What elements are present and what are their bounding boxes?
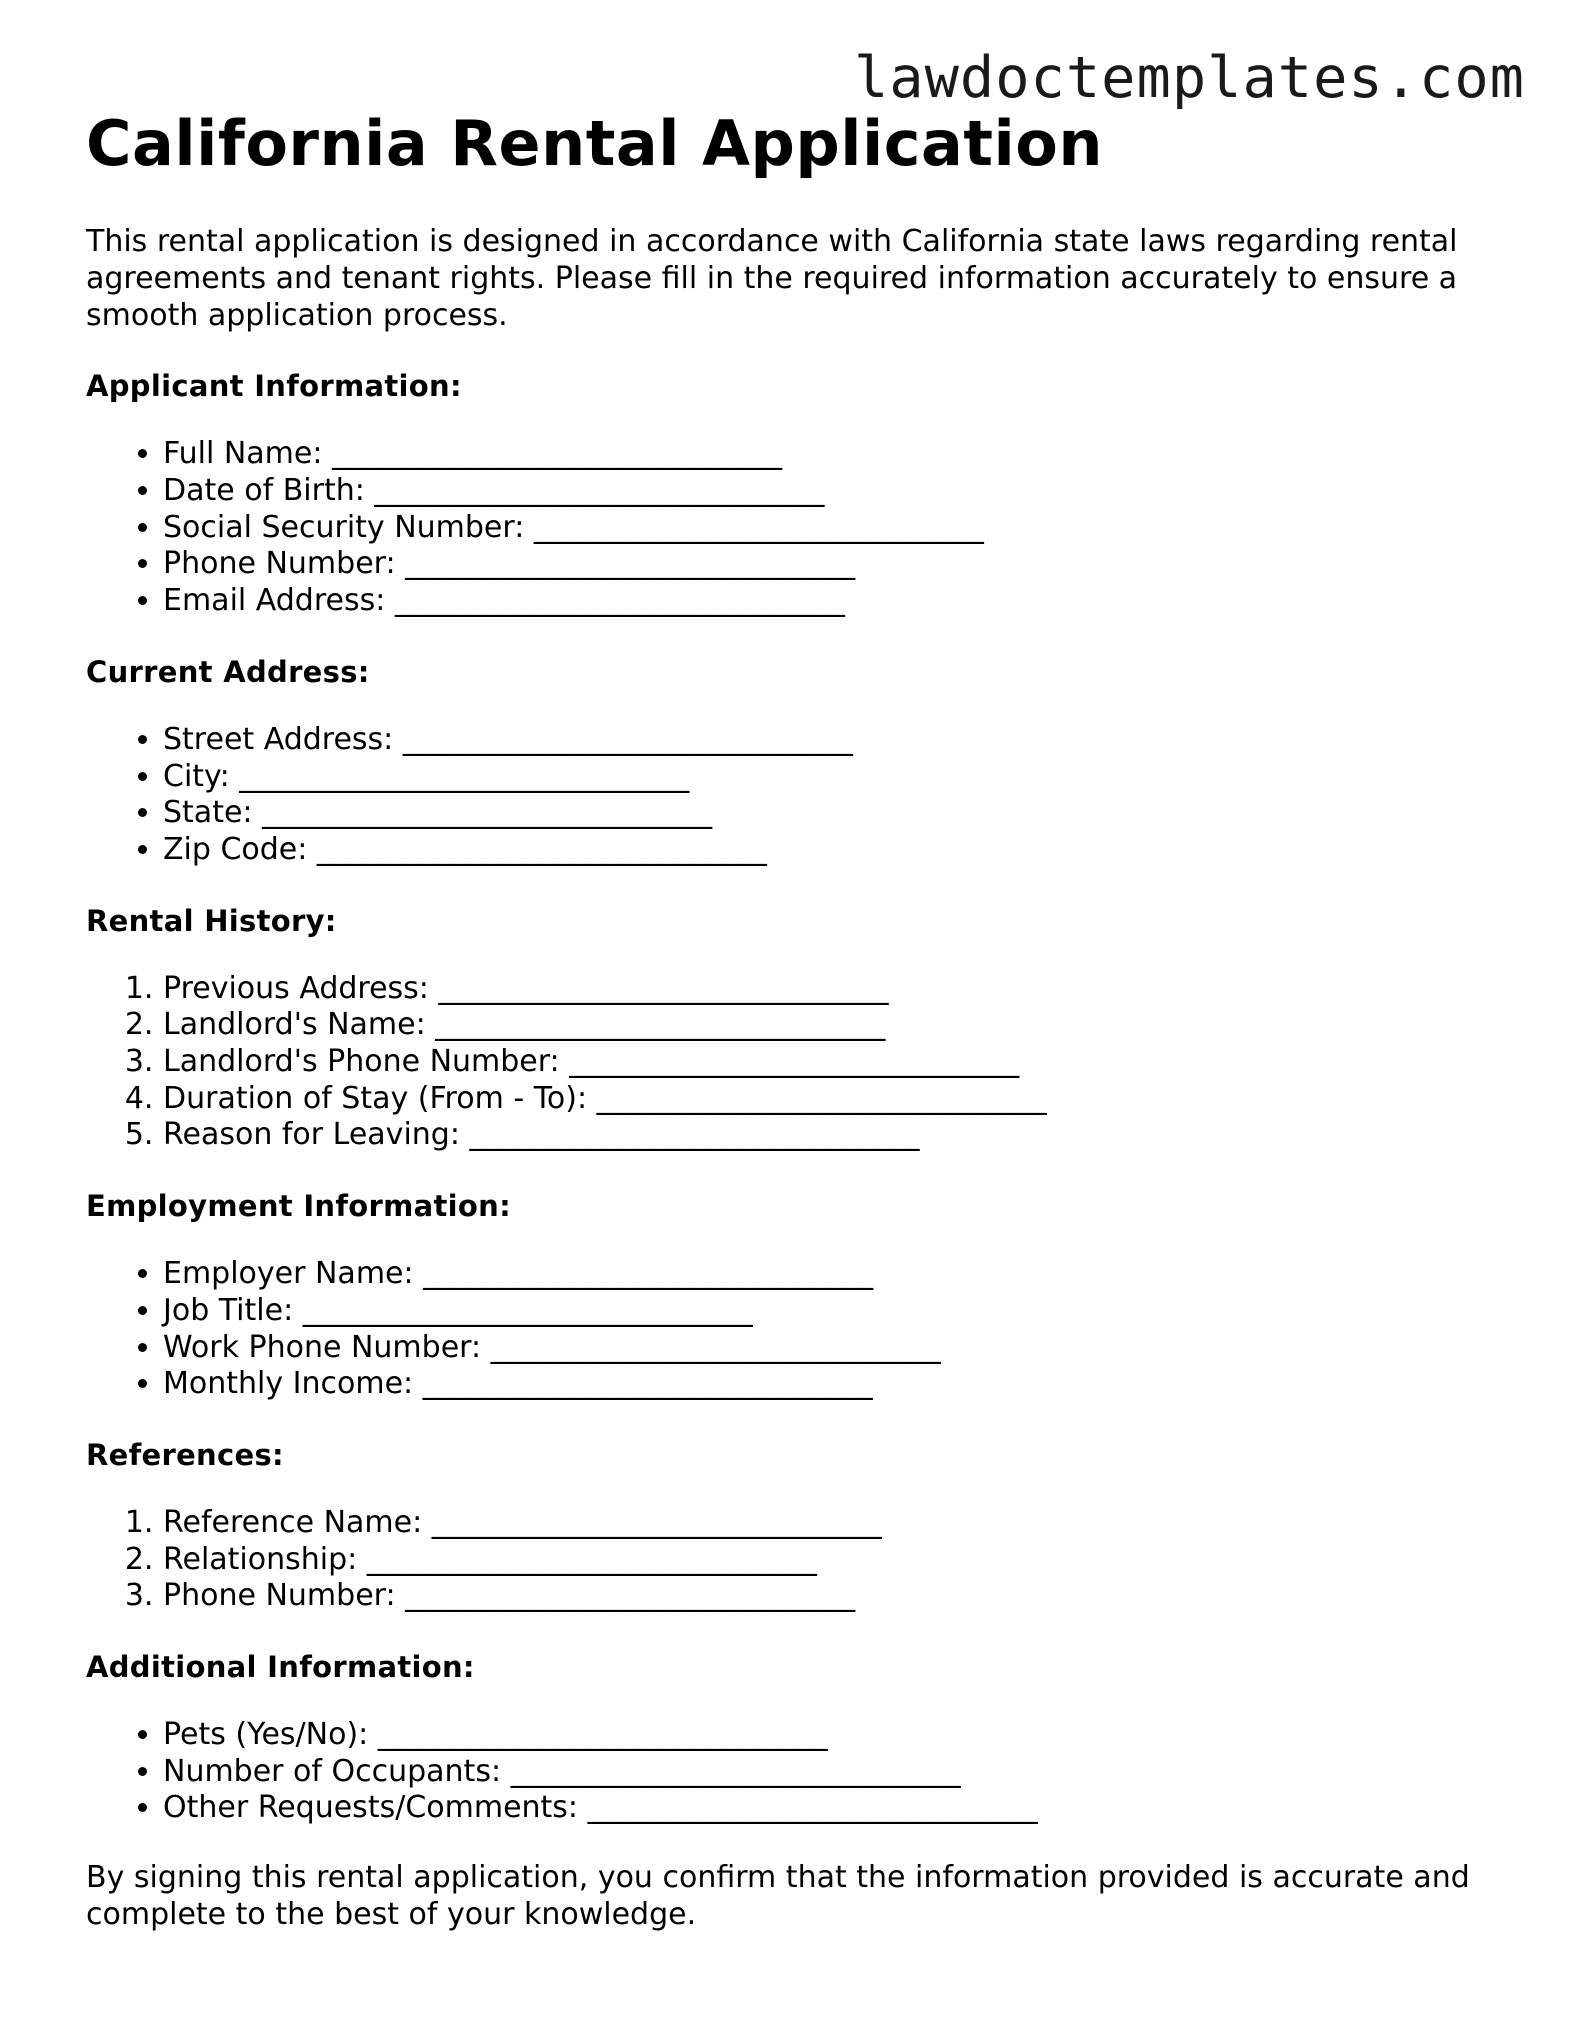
list-item xyxy=(163,436,1506,473)
field-label: City: xyxy=(163,758,230,794)
fill-in-blank[interactable]: ______________________________ xyxy=(569,1044,1020,1080)
fill-in-blank[interactable]: ______________________________ xyxy=(438,970,889,1006)
fill-in-blank[interactable]: ______________________________ xyxy=(262,795,713,831)
field-label: Reference Name: xyxy=(163,1504,423,1540)
fill-in-blank[interactable]: ______________________________ xyxy=(587,1790,1038,1826)
page-title: California Rental Application xyxy=(86,107,1104,180)
list-item xyxy=(163,1366,1506,1403)
fill-in-blank[interactable]: ______________________________ xyxy=(490,1329,941,1365)
list-item xyxy=(163,722,1506,759)
field-label: Number of Occupants: xyxy=(163,1753,502,1789)
list-item xyxy=(163,1717,1506,1754)
list-item xyxy=(163,1754,1506,1791)
field-label: Date of Birth: xyxy=(163,473,365,508)
fill-in-blank[interactable]: ______________________________ xyxy=(510,1753,961,1789)
list-item xyxy=(163,510,1506,547)
list-item xyxy=(163,1007,1506,1044)
list-item xyxy=(163,832,1506,869)
fill-in-blank[interactable]: ______________________________ xyxy=(435,1007,886,1043)
field-label: Employer Name: xyxy=(163,1256,414,1292)
document-body xyxy=(86,108,1506,1933)
list-item xyxy=(163,1505,1506,1542)
field-label: Monthly Income: xyxy=(163,1366,414,1402)
field-label: Street Address: xyxy=(163,721,394,757)
fill-in-blank[interactable]: ______________________________ xyxy=(431,1504,882,1540)
intro-paragraph: This rental application is designed in accordance with California state laws regarding rental agreements and tenant rights. Please fill in the required information accurately to ensure a smooth application process. xyxy=(86,224,1458,334)
applicant-field-list xyxy=(86,436,1506,620)
field-label: Social Security Number: xyxy=(163,509,525,545)
list-item xyxy=(163,971,1506,1008)
field-label: Zip Code: xyxy=(163,831,308,867)
field-label: Reason for Leaving: xyxy=(163,1117,460,1153)
fill-in-blank[interactable]: ______________________________ xyxy=(533,509,984,545)
list-item xyxy=(163,473,1506,510)
fill-in-blank[interactable]: ______________________________ xyxy=(374,473,825,508)
field-label: Phone Number: xyxy=(163,546,396,582)
list-item xyxy=(163,1330,1506,1367)
fill-in-blank[interactable]: ______________________________ xyxy=(405,546,856,582)
list-item xyxy=(163,583,1506,620)
section-heading-employment: Employment Information: xyxy=(86,1189,511,1224)
field-label: Landlord's Name: xyxy=(163,1007,426,1043)
field-label: Landlord's Phone Number: xyxy=(163,1044,560,1080)
section-heading-references: References: xyxy=(86,1437,284,1472)
field-label: State: xyxy=(163,795,253,831)
additional-field-list xyxy=(86,1717,1506,1827)
field-label: Relationship: xyxy=(163,1541,358,1577)
field-label: Pets (Yes/No): xyxy=(163,1717,369,1753)
list-item xyxy=(163,1081,1506,1118)
fill-in-blank[interactable]: ______________________________ xyxy=(596,1080,1047,1116)
section-heading-additional: Additional Information: xyxy=(86,1650,475,1685)
fill-in-blank[interactable]: ______________________________ xyxy=(316,831,767,867)
list-item xyxy=(163,1293,1506,1330)
closing-paragraph: By signing this rental application, you confirm that the information provided is accurate and complete to the best of your knowledge. xyxy=(86,1860,1470,1933)
fill-in-blank[interactable]: ______________________________ xyxy=(405,1578,856,1614)
fill-in-blank[interactable]: ______________________________ xyxy=(239,758,690,794)
fill-in-blank[interactable]: ______________________________ xyxy=(394,583,845,619)
list-item xyxy=(163,1256,1506,1293)
list-item xyxy=(163,1117,1506,1154)
list-item xyxy=(163,1790,1506,1827)
list-item xyxy=(163,546,1506,583)
field-label: Email Address: xyxy=(163,583,386,619)
field-label: Duration of Stay (From - To): xyxy=(163,1080,588,1116)
fill-in-blank[interactable]: ______________________________ xyxy=(469,1117,920,1153)
fill-in-blank[interactable]: ______________________________ xyxy=(366,1541,817,1577)
rental-history-field-list xyxy=(86,971,1506,1155)
list-item xyxy=(163,759,1506,796)
list-item xyxy=(163,795,1506,832)
list-item xyxy=(163,1578,1506,1615)
fill-in-blank[interactable]: ______________________________ xyxy=(377,1717,828,1753)
fill-in-blank[interactable]: ______________________________ xyxy=(402,721,853,757)
list-item xyxy=(163,1044,1506,1081)
section-heading-rental-history: Rental History: xyxy=(86,903,337,938)
watermark: lawdoctemplates.com xyxy=(853,45,1525,111)
section-heading-applicant: Applicant Information: xyxy=(86,369,462,404)
field-label: Job Title: xyxy=(163,1292,294,1328)
references-field-list xyxy=(86,1505,1506,1615)
employment-field-list xyxy=(86,1256,1506,1403)
fill-in-blank[interactable]: ______________________________ xyxy=(302,1292,753,1328)
list-item xyxy=(163,1542,1506,1579)
field-label: Previous Address: xyxy=(163,970,429,1006)
field-label: Phone Number: xyxy=(163,1578,396,1614)
fill-in-blank[interactable]: ______________________________ xyxy=(422,1366,873,1402)
address-field-list xyxy=(86,722,1506,869)
section-heading-address: Current Address: xyxy=(86,654,370,689)
field-label: Work Phone Number: xyxy=(163,1329,482,1365)
field-label: Full Name: xyxy=(163,436,323,472)
fill-in-blank[interactable]: ______________________________ xyxy=(332,436,782,472)
field-label: Other Requests/Comments: xyxy=(163,1790,579,1826)
fill-in-blank[interactable]: ______________________________ xyxy=(423,1256,874,1292)
